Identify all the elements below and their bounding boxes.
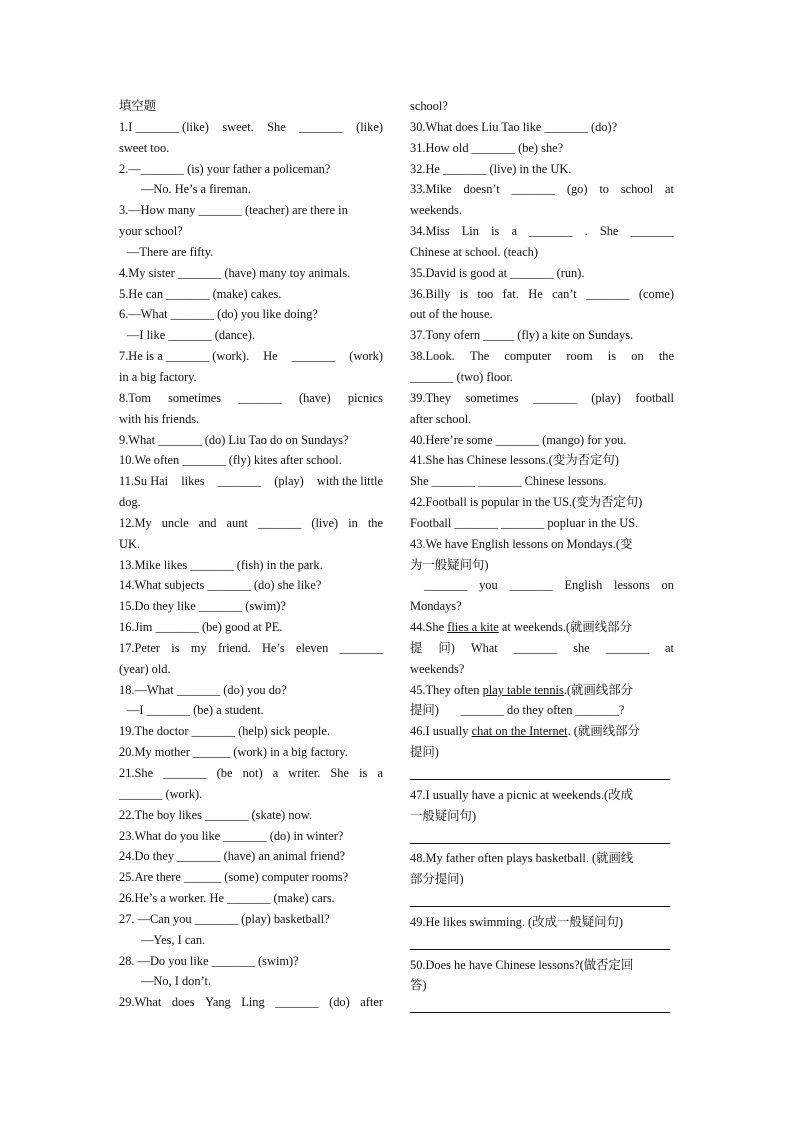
question-word: a (272, 766, 279, 780)
question-line (119, 346, 383, 367)
question-word: with the little (316, 474, 383, 489)
question-line (119, 117, 383, 138)
question-word: She (267, 119, 286, 134)
question-word: She (599, 224, 619, 239)
question-line: (year) old. (119, 661, 171, 676)
question-line: 41.She has Chinese lessons.(变为否定句) (410, 453, 619, 468)
question-line: 42.Football is popular in the US.(变为否定句) (410, 495, 643, 510)
question-line: 15.Do they like _______ (swim)? (119, 599, 286, 614)
question-line: your school? (119, 224, 183, 239)
question-word: 7.He is a _______ (work). (119, 349, 250, 364)
question-word: 39.They (410, 390, 451, 405)
question-word: 1.I _______ (like) (119, 119, 209, 134)
question-line: 部分提问) (410, 872, 464, 887)
question-word: _______ (217, 474, 262, 489)
question-word: at (665, 182, 674, 197)
underlined-phrase: play table tennis (482, 682, 564, 697)
question-word: sometimes (168, 390, 222, 405)
question-line: 提问) _______ do they often _______? (410, 703, 625, 718)
question-line: 31.How old _______ (be) she? (410, 140, 564, 155)
question-word: lessons (614, 578, 650, 593)
question-line: 20.My mother ______ (work) in a big factory. (119, 745, 348, 760)
question-line: 49.He likes swimming. (改成一般疑问句) (410, 914, 624, 929)
question-line: 答) (410, 978, 427, 993)
question-line: weekends. (410, 203, 462, 218)
question-line: Mondays? (410, 599, 462, 614)
question-word: _______ (586, 286, 630, 301)
question-word: is (359, 766, 368, 780)
underlined-phrase: flies a kite (447, 620, 499, 635)
question-word: (have) (298, 390, 331, 405)
question-line: 一般疑问句) (410, 808, 477, 823)
question-word: _______ (529, 224, 573, 239)
question-word: 8.Tom (119, 390, 151, 405)
question-word: _______ (299, 119, 343, 134)
question-word: (work) (349, 349, 383, 364)
question-line: 26.He’s a worker. He _______ (make) cars. (119, 891, 335, 906)
question-word: is (459, 286, 468, 301)
question-word: is (171, 640, 180, 655)
question-line (410, 221, 674, 242)
question-word: 12.My (119, 515, 152, 530)
question-line: 30.What does Liu Tao like _______ (do)? (410, 119, 618, 134)
question-word: writer. (288, 766, 321, 780)
question-line: out of the house. (410, 307, 493, 322)
question-line: 提问) (410, 745, 439, 760)
question-line: 10.We often _______ (fly) kites after school. (119, 453, 342, 468)
question-word: doesn’t (463, 182, 500, 197)
question-word: in (348, 515, 358, 530)
question-word: 33.Mike (410, 182, 452, 197)
question-line: 9.What _______ (do) Liu Tao do on Sundays? (119, 432, 349, 447)
underlined-phrase: chat on the Internet (471, 724, 568, 739)
question-word: _______ (630, 224, 674, 239)
answer-line (410, 763, 670, 780)
question-line: 47.I usually have a picnic at weekends.(改成 (410, 787, 633, 802)
question-word: (live) (311, 515, 339, 530)
question-line (410, 179, 674, 200)
question-line (119, 992, 383, 1013)
question-word: can’t (552, 286, 577, 301)
question-line: 24.Do they _______ (have) an animal friend? (119, 849, 346, 864)
question-line: Football _______ _______ popluar in the US. (410, 515, 639, 530)
question-word: fat. (502, 286, 519, 301)
question-word: 38.Look. (410, 349, 455, 364)
question-word: too (477, 286, 494, 301)
question-line: sweet too. (119, 140, 170, 155)
question-word: after (360, 995, 383, 1010)
question-word: a (511, 224, 517, 239)
question-word: picnics (347, 390, 383, 405)
question-word: Lin (461, 224, 479, 239)
question-word: _______ (257, 515, 302, 530)
question-line: 25.Are there ______ (some) computer rooms? (119, 870, 349, 885)
question-line: after school. (410, 411, 472, 426)
question-line: She _______ _______ Chinese lessons. (410, 474, 607, 489)
question-word: (go) (566, 182, 588, 197)
question-line: —No. He’s a fireman. (141, 182, 251, 197)
question-word: aunt (226, 515, 248, 530)
question-word: eleven (295, 640, 329, 655)
left-column (119, 96, 383, 1013)
question-line: —Yes, I can. (141, 932, 206, 947)
question-word: (come) (638, 286, 674, 301)
question-line: —No, I don’t. (141, 974, 211, 989)
question-word: He (263, 349, 278, 364)
question-word: _______ (511, 182, 555, 197)
question-line: with his friends. (119, 411, 200, 426)
question-text: . (就画线部分 (567, 724, 640, 739)
question-word: _______ (339, 640, 383, 655)
question-line: 14.What subjects _______ (do) she like? (119, 578, 322, 593)
answer-line (410, 827, 670, 844)
question-line: 3.—How many _______ (teacher) are there in (119, 203, 348, 218)
question-word: 问) (438, 640, 455, 655)
question-word: _______ (275, 995, 319, 1010)
question-word: 36.Billy (410, 286, 451, 301)
question-line: 13.Mike likes _______ (fish) in the park. (119, 557, 323, 572)
section-heading: 填空题 (119, 99, 157, 113)
question-line: 50.Does he have Chinese lessons?(做否定回 (410, 957, 634, 972)
question-line (410, 617, 674, 638)
question-line: school? (410, 99, 448, 113)
question-word: (play) (591, 390, 621, 405)
question-word: computer (504, 349, 552, 364)
question-word: _______ (513, 640, 558, 655)
question-line (119, 388, 383, 409)
question-text: 45.They often (410, 682, 483, 697)
question-line: UK. (119, 536, 140, 551)
question-word: 提 (410, 640, 423, 655)
question-line: 40.Here’re some _______ (mango) for you. (410, 432, 627, 447)
question-line: 为一般疑问句) (410, 557, 489, 572)
question-word: _______ (509, 578, 553, 593)
answer-line (410, 890, 670, 907)
question-line: 19.The doctor _______ (help) sick people. (119, 724, 330, 739)
question-word: (play) (274, 474, 304, 489)
question-text: 44.She (410, 620, 448, 635)
question-word: is (491, 224, 500, 239)
question-word: _______ (424, 578, 468, 593)
question-line: 16.Jim _______ (be) good at PE. (119, 620, 283, 635)
question-word: Ling (241, 995, 265, 1010)
question-line: Chinese at school. (teach) (410, 244, 538, 259)
question-word: _______ (605, 640, 650, 655)
question-word: not) (242, 766, 263, 780)
question-word: 21.She (119, 766, 154, 780)
question-line (119, 471, 383, 492)
question-line: 4.My sister _______ (have) many toy animals. (119, 265, 351, 280)
question-line: dog. (119, 495, 141, 510)
question-line (119, 638, 383, 659)
question-word: (be (216, 766, 233, 780)
question-line (119, 763, 383, 784)
question-word: English (564, 578, 603, 593)
question-line: _______ (two) floor. (410, 369, 513, 384)
question-word: a (377, 766, 383, 780)
question-line: 2.—_______ (is) your father a policeman? (119, 161, 331, 176)
question-word: sometimes (465, 390, 519, 405)
question-word: football (635, 390, 674, 405)
question-line: 23.What do you like _______ (do) in winter? (119, 828, 344, 843)
question-line: 48.My father often plays basketball. (就画线 (410, 851, 634, 866)
question-line (410, 388, 674, 409)
answer-line (410, 933, 670, 950)
question-line (410, 346, 674, 367)
question-word: likes (181, 474, 205, 489)
question-word: at (665, 640, 674, 655)
question-line (119, 513, 383, 534)
question-word: uncle (161, 515, 189, 530)
question-line (410, 575, 674, 596)
question-word: and (198, 515, 217, 530)
question-word: He’s (261, 640, 285, 655)
question-word: room (566, 349, 593, 364)
question-line: 18.—What _______ (do) you do? (119, 682, 287, 697)
question-word: sweet. (222, 119, 254, 134)
question-word: _______ (238, 390, 282, 405)
question-word: is (607, 349, 617, 364)
question-word: the (367, 515, 383, 530)
question-word: you (479, 578, 498, 593)
question-line: in a big factory. (119, 369, 197, 384)
question-line (410, 284, 674, 305)
question-line: —I like _______ (dance). (127, 328, 255, 343)
question-line: 37.Tony ofern _____ (fly) a kite on Sundays. (410, 328, 634, 343)
question-line: —There are fifty. (127, 244, 214, 259)
question-word: 11.Su Hai (119, 474, 169, 489)
question-line (410, 721, 674, 742)
question-word: (like) (356, 119, 383, 134)
question-line: 32.He _______ (live) in the UK. (410, 161, 572, 176)
question-word: He (528, 286, 543, 301)
question-word: Yang (205, 995, 231, 1010)
question-word: _______ (291, 349, 336, 364)
question-line (410, 680, 674, 701)
question-word: . (584, 224, 588, 239)
question-line: 35.David is good at _______ (run). (410, 265, 585, 280)
question-line (410, 638, 674, 659)
question-word: 17.Peter (119, 640, 160, 655)
question-text: at weekends.(就画线部分 (498, 620, 632, 635)
question-line: 6.—What _______ (do) you like doing? (119, 307, 318, 322)
question-word: to (599, 182, 609, 197)
answer-line (410, 996, 670, 1013)
question-line: 28. —Do you like _______ (swim)? (119, 953, 299, 968)
question-word: 34.Miss (410, 224, 450, 239)
question-word: (do) (329, 995, 350, 1010)
question-word: on (631, 349, 644, 364)
question-line: 22.The boy likes _______ (skate) now. (119, 807, 312, 822)
question-word: She (330, 766, 349, 780)
question-line: —I _______ (be) a student. (127, 703, 264, 718)
question-word: she (573, 640, 590, 655)
question-line: 5.He can _______ (make) cakes. (119, 286, 282, 301)
question-word: The (469, 349, 490, 364)
question-line: weekends? (410, 661, 465, 676)
question-word: _______ (163, 766, 207, 780)
question-word: on (661, 578, 674, 593)
question-text: .(就画线部分 (563, 682, 634, 697)
question-word: _______ (533, 390, 577, 405)
question-line: 43.We have English lessons on Mondays.(变 (410, 536, 633, 551)
question-line: 27. —Can you _______ (play) basketball? (119, 911, 330, 926)
question-line: _______ (work). (119, 786, 203, 801)
question-word: 29.What (119, 995, 162, 1010)
question-word: my (190, 640, 207, 655)
question-text: 46.I usually (410, 724, 472, 739)
question-word: school (620, 182, 654, 197)
right-column (410, 96, 674, 1018)
question-word: friend. (217, 640, 251, 655)
question-word: does (171, 995, 195, 1010)
question-word: What (470, 640, 498, 655)
question-word: the (658, 349, 674, 364)
